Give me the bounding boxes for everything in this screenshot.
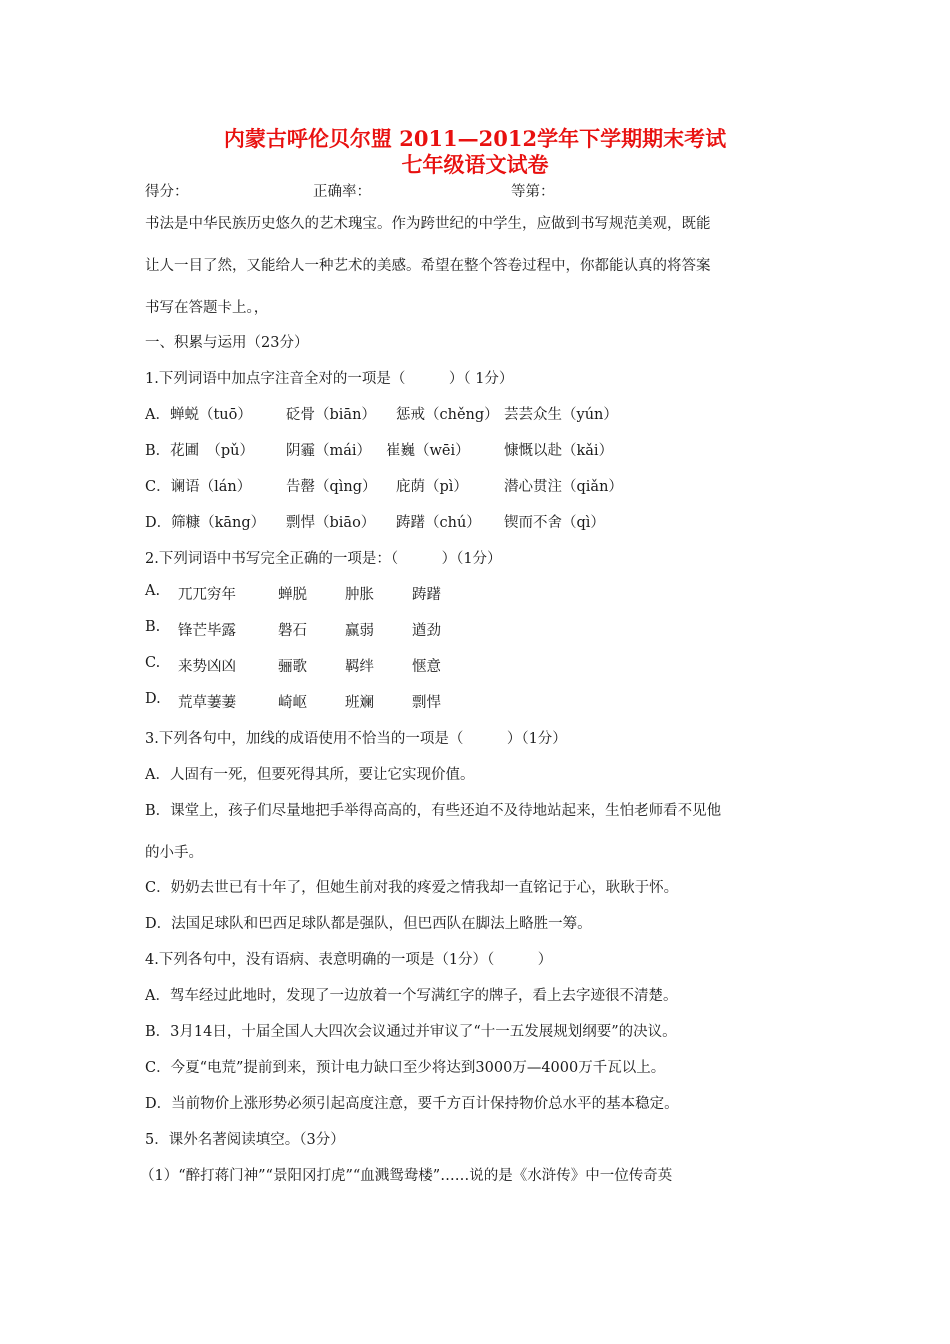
question-stem: 5．课外名著阅读填空。（3分） (145, 1132, 345, 1148)
option-word: 肿胀 (345, 587, 374, 603)
question-stem: 4.下列各句中，没有语病、表意明确的一项是（1分）（ ） (145, 952, 553, 968)
option-word: 磐石 (278, 623, 307, 639)
option-cell: 潜心贯注（qiǎn） (504, 479, 623, 495)
option-cell: 崔巍（wēi） (386, 443, 470, 459)
option-cell: 庇荫（pì） (396, 479, 468, 495)
option-word: 兀兀穷年 (178, 587, 236, 603)
option-word: 来势凶凶 (178, 659, 236, 675)
intro-line: 书写在答题卡上。， (145, 300, 269, 316)
option-letter: D. (145, 691, 161, 707)
option-word: 崎岖 (278, 695, 307, 711)
option-line: 的小手。 (145, 845, 203, 861)
option-letter: C. (145, 655, 161, 671)
option-line: D．当前物价上涨形势必须引起高度注意，要千方百计保持物价总水平的基本稳定。 (145, 1096, 679, 1112)
intro-line: 书法是中华民族历史悠久的艺术瑰宝。作为跨世纪的中学生，应做到书写规范美观，既能 (145, 216, 711, 232)
option-cell: D．筛糠（kāng） (145, 515, 266, 531)
option-word: 赢弱 (345, 623, 374, 639)
option-word: 骊歌 (278, 659, 307, 675)
option-word: 班斓 (345, 695, 374, 711)
question-stem: 2.下列词语中书写完全正确的一项是：（ ）（1分） (145, 551, 502, 567)
option-line: B．3月14日，十届全国人大四次会议通过并审议了“十一五发展规划纲要”的决议。 (145, 1024, 677, 1040)
question-stem: 1.下列词语中加点字注音全对的一项是（ ）（ 1分） (145, 371, 514, 387)
option-cell: C．谰语（lán） (145, 479, 252, 495)
option-line: A．驾车经过此地时，发现了一边放着一个写满红字的牌子，看上去字迹很不清楚。 (145, 988, 678, 1004)
question-stem: 3.下列各句中，加线的成语使用不恰当的一项是（ ）（1分） (145, 731, 567, 747)
option-word: 羁绊 (345, 659, 374, 675)
option-cell: B．花圃 （pǔ） (145, 443, 255, 459)
option-word: 踌躇 (412, 587, 441, 603)
sub-question-line: （1）“醉打蒋门神”“景阳冈打虎”“血溅鸳鸯楼”……说的是《水浒传》中一位传奇英 (140, 1168, 673, 1184)
option-line: C．奶奶去世已有十年了，但她生前对我的疼爱之情我却一直铭记于心，耿耿于怀。 (145, 880, 679, 896)
option-cell: 慷慨以赴（kǎi） (504, 443, 614, 459)
option-line: B．课堂上，孩子们尽量地把手举得高高的，有些还迫不及待地站起来，生怕老师看不见他 (145, 803, 722, 819)
option-letter: A. (145, 583, 161, 599)
grade-label: 等第： (511, 184, 555, 200)
option-word: 惬意 (412, 659, 441, 675)
accuracy-label: 正确率： (313, 184, 371, 200)
option-cell: 锲而不舍（qì） (504, 515, 605, 531)
option-word: 蝉脱 (278, 587, 307, 603)
score-label: 得分： (145, 184, 189, 200)
option-line: C．今夏“电荒”提前到来，预计电力缺口至少将达到3000万—4000万千瓦以上。 (145, 1060, 666, 1076)
intro-line: 让人一目了然，又能给人一种艺术的美感。希望在整个答卷过程中，你都能认真的将答案 (145, 258, 711, 274)
option-cell: 砭骨（biān） (286, 407, 376, 423)
option-cell: 阴霾（mái） (286, 443, 372, 459)
option-word: 遒劲 (412, 623, 441, 639)
exam-title-line1: 内蒙古呼伦贝尔盟 2011—2012学年下学期期末考试 (223, 126, 727, 151)
option-cell: 惩戒（chěng） (396, 407, 499, 423)
option-letter: B. (145, 619, 161, 635)
option-cell: 踌躇（chú） (396, 515, 481, 531)
option-cell: 告罄（qìng） (286, 479, 377, 495)
option-line: A．人固有一死，但要死得其所，要让它实现价值。 (145, 767, 475, 783)
option-line: D．法国足球队和巴西足球队都是强队，但巴西队在脚法上略胜一筹。 (145, 916, 592, 932)
option-cell: A．蝉蜕（tuō） (145, 407, 252, 423)
option-word: 锋芒毕露 (178, 623, 236, 639)
option-word: 荒草萋萋 (178, 695, 236, 711)
option-word: 剽悍 (412, 695, 441, 711)
option-cell: 剽悍（biāo） (286, 515, 376, 531)
option-cell: 芸芸众生（yún） (504, 407, 618, 423)
exam-title-line2: 七年级语文试卷 (401, 152, 549, 177)
section-heading: 一、积累与运用（23分） (145, 335, 309, 351)
